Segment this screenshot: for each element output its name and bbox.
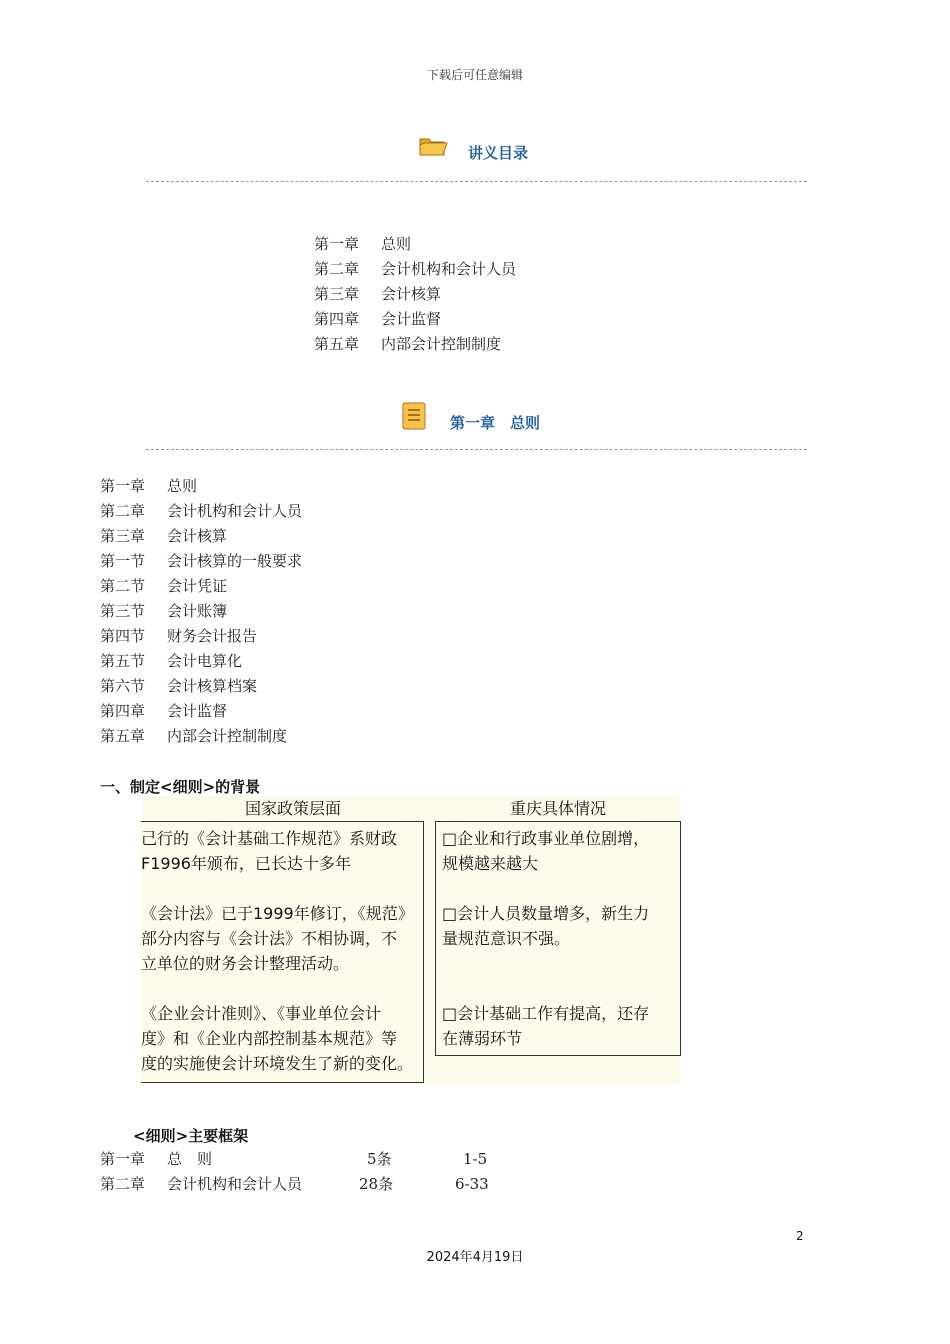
chapter-item-title: 内部会计控制制度 <box>167 727 288 745</box>
toc-item <box>314 332 516 357</box>
right-line: 规模越来越大 <box>442 854 539 873</box>
chapter-item-number: 第四节 <box>100 627 146 645</box>
framework-title: 会计机构和会计人员 <box>167 1175 303 1193</box>
chapter-item <box>100 699 302 724</box>
chapter-item-number: 第六节 <box>100 677 146 695</box>
right-line: 量规范意识不强。 <box>442 929 571 948</box>
footer-date: 2024年4月19日 <box>426 1250 524 1265</box>
chapter-item-number: 第三章 <box>100 527 146 545</box>
toc-item <box>314 307 516 332</box>
right-line <box>442 951 680 976</box>
chapter-item-number: 第五节 <box>100 652 146 670</box>
chapter-item-title: 会计机构和会计人员 <box>167 502 303 520</box>
left-line: 度的实施使会计环境发生了新的变化。 <box>141 1054 414 1073</box>
chapter-item-number: 第三节 <box>100 602 146 620</box>
toc-item <box>314 257 516 282</box>
framework-count: 5条 <box>367 1150 392 1168</box>
toc-item-number: 第四章 <box>314 310 360 328</box>
chapter-item-title: 财务会计报告 <box>167 627 258 645</box>
header-note: 下载后可任意编辑 <box>426 68 523 82</box>
framework-heading: <细则>主要框架 <box>133 1127 249 1145</box>
right-line: 在薄弱环节 <box>442 1029 523 1048</box>
chapter-item-title: 会计核算的一般要求 <box>167 552 303 570</box>
left-line: 部分内容与《会计法》不相协调，不 <box>141 929 398 948</box>
chapter-item-title: 会计电算化 <box>167 652 243 670</box>
framework-count: 28条 <box>359 1175 394 1193</box>
framework-range: 6-33 <box>455 1175 489 1193</box>
chapter-list <box>100 474 302 749</box>
toc-item-title: 内部会计控制制度 <box>381 335 502 353</box>
toc-item-title: 会计核算 <box>381 285 442 303</box>
right-line <box>442 876 680 901</box>
toc-item-title: 会计监督 <box>381 310 442 328</box>
left-line <box>141 976 423 1001</box>
right-line: □企业和行政事业单位剧增， <box>442 829 650 848</box>
left-line: 己行的《会计基础工作规范》系财政 <box>141 829 398 848</box>
framework-chapter: 第二章 <box>100 1175 146 1193</box>
chapter-item-number: 第五章 <box>100 727 146 745</box>
left-line <box>141 876 423 901</box>
right-column-title: 重庆具体情况 <box>509 799 606 818</box>
toc-item-number: 第一章 <box>314 235 360 253</box>
left-line: 度》和《企业内部控制基本规范》等 <box>141 1029 398 1048</box>
toc-list <box>314 232 516 357</box>
toc-item-title: 总则 <box>381 235 412 253</box>
chapter-item-number: 第二章 <box>100 502 146 520</box>
right-line <box>442 976 680 1001</box>
chapter-item-number: 第四章 <box>100 702 146 720</box>
framework-title: 总 则 <box>167 1150 213 1168</box>
toc-item-number: 第三章 <box>314 285 360 303</box>
document-icon <box>400 401 428 431</box>
chapter-item-number: 第二节 <box>100 577 146 595</box>
background-figure <box>143 796 680 1084</box>
toc-item-number: 第二章 <box>314 260 360 278</box>
chapter-item <box>100 574 302 599</box>
right-line: □会计基础工作有提高，还存 <box>442 1004 650 1023</box>
framework-chapter: 第一章 <box>100 1150 146 1168</box>
left-line: 《会计法》已于1999年修订，《规范》 <box>141 904 414 923</box>
left-line: 《企业会计准则》、《事业单位会计 <box>141 1004 382 1023</box>
chapter-item <box>100 674 302 699</box>
toc-item <box>314 282 516 307</box>
chapter-item <box>100 649 302 674</box>
chapter-item <box>100 549 302 574</box>
chapter-item-title: 会计核算档案 <box>167 677 258 695</box>
chapter-section-heading <box>400 398 540 433</box>
chapter-item <box>100 599 302 624</box>
toc-item-title: 会计机构和会计人员 <box>381 260 517 278</box>
framework-row <box>100 1147 489 1172</box>
toc-section-title: 讲义目录 <box>468 144 529 162</box>
left-line: F1996年颁布，已长达十多年 <box>141 854 351 873</box>
folder-icon <box>418 133 448 159</box>
chapter-item <box>100 624 302 649</box>
page-number: 2 <box>796 1229 804 1243</box>
framework-range: 1-5 <box>463 1150 488 1168</box>
toc-item-number: 第五章 <box>314 335 360 353</box>
right-situation-box <box>435 821 681 1056</box>
chapter-item-title: 会计核算 <box>167 527 228 545</box>
chapter-section-title: 第一章 总则 <box>450 414 541 432</box>
chapter-item <box>100 474 302 499</box>
chapter-item-title: 会计监督 <box>167 702 228 720</box>
divider <box>146 181 807 182</box>
divider <box>146 449 807 450</box>
background-heading: 一、制定<细则>的背景 <box>100 778 261 796</box>
left-line: 立单位的财务会计整理活动。 <box>141 954 350 973</box>
chapter-item-title: 总则 <box>167 477 198 495</box>
chapter-item <box>100 499 302 524</box>
chapter-item-title: 会计凭证 <box>167 577 228 595</box>
chapter-item <box>100 724 302 749</box>
right-line: □会计人员数量增多，新生力 <box>442 904 650 923</box>
framework-table <box>100 1147 489 1197</box>
chapter-item-title: 会计账簿 <box>167 602 228 620</box>
framework-row <box>100 1172 489 1197</box>
toc-section-heading <box>418 128 528 163</box>
chapter-item-number: 第一章 <box>100 477 146 495</box>
left-policy-box <box>141 821 424 1083</box>
left-column-title: 国家政策层面 <box>244 799 341 818</box>
toc-item <box>314 232 516 257</box>
chapter-item-number: 第一节 <box>100 552 146 570</box>
chapter-item <box>100 524 302 549</box>
